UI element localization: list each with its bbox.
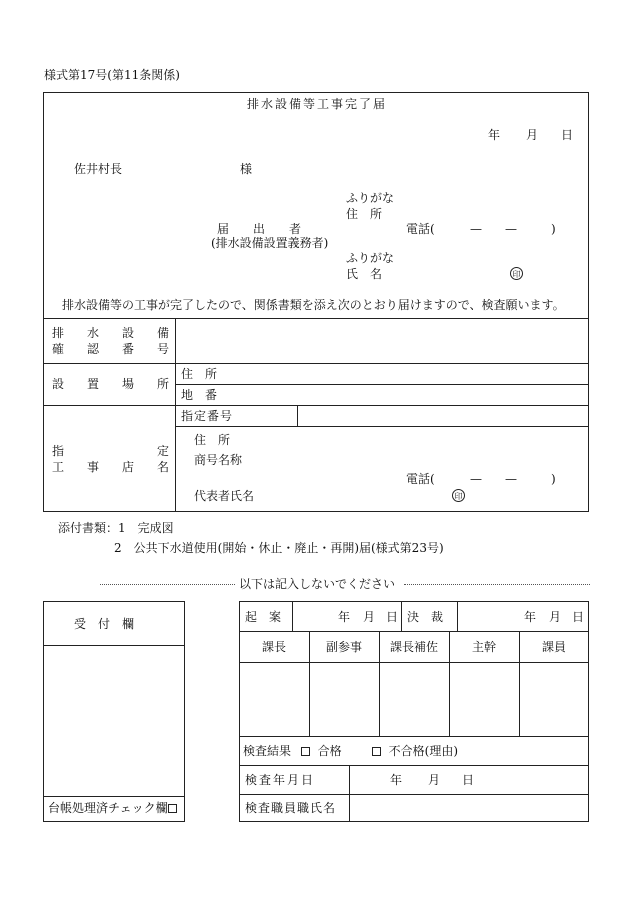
applicant-role-label: 届 出 者: [217, 222, 302, 236]
attachments-label: 添付書類：1 完成図: [58, 521, 174, 535]
contractor-label-1-text: 指 定: [52, 444, 169, 458]
applicant-name-label: 氏 名: [346, 267, 383, 281]
fail-checkbox[interactable]: [372, 747, 381, 756]
inspection-result-label: 検査結果: [243, 744, 292, 758]
location-lot-label: 地 番: [181, 388, 218, 402]
divider-line: [175, 426, 589, 427]
contractor-seal-icon: 印: [452, 489, 465, 502]
fail-label: 不合格(理由): [388, 744, 459, 758]
date-day: 日: [561, 128, 574, 142]
location-address-field[interactable]: [250, 364, 588, 384]
applicant-phone-dash-1: —: [470, 222, 482, 236]
kian-month: 月: [363, 610, 376, 624]
fail-option[interactable]: [372, 744, 458, 758]
contractor-number-label: 指定番号: [181, 409, 234, 423]
ledger-check-label: 台帳処理済チェック欄: [48, 801, 168, 815]
applicant-seal-icon: 印: [510, 267, 523, 280]
pass-checkbox[interactable]: [301, 747, 310, 756]
inspector-label: 検査職員職氏名: [245, 801, 337, 815]
contractor-phone-dash-2: —: [505, 472, 517, 486]
position-shukan: 主幹: [471, 640, 496, 654]
ledger-checkbox[interactable]: [168, 804, 177, 813]
position-kain: 課員: [541, 640, 566, 654]
pass-option[interactable]: [301, 744, 342, 758]
inspection-year: 年: [390, 773, 403, 787]
pass-label: 合格: [317, 744, 342, 758]
dotted-divider-left: [100, 584, 235, 585]
addressee: 佐井村長: [74, 162, 123, 176]
location-address-label: 住 所: [181, 367, 218, 381]
position-kacho-hosa: 課長補佐: [389, 640, 438, 654]
divider-line: [292, 601, 293, 631]
applicant-phone-dash-2: —: [505, 222, 517, 236]
divider-line: [239, 736, 589, 737]
contractor-phone-label: 電話(: [406, 472, 435, 486]
inspection-month: 月: [428, 773, 441, 787]
applicant-address-label: 住 所: [346, 207, 383, 221]
divider-line: [401, 601, 402, 631]
position-kacho: 課長: [261, 640, 286, 654]
kessai-month: 月: [549, 610, 562, 624]
contractor-address-label: 住 所: [194, 433, 231, 447]
office-box: [239, 601, 589, 822]
kian-label: 起 案: [245, 610, 282, 624]
divider-line: [239, 765, 589, 766]
confirm-number-label-1-text: 排 水 設 備: [52, 326, 169, 340]
receipt-stamp-area[interactable]: [44, 646, 184, 796]
contractor-label-2: [52, 460, 169, 474]
divider-line: [239, 631, 589, 632]
divider-line: [457, 601, 458, 631]
divider-line: [43, 796, 185, 797]
addressee-honorific: 様: [240, 162, 253, 176]
location-label: [52, 377, 169, 391]
contractor-phone-dash-1: —: [470, 472, 482, 486]
form-number: 様式第17号(第11条関係): [44, 68, 180, 82]
applicant-phone-close: ): [551, 222, 556, 236]
dotted-divider-right: [404, 584, 590, 585]
kian-day: 日: [386, 610, 399, 624]
date-year: 年: [488, 128, 501, 142]
divider-text: 以下は記入しないでください: [239, 577, 396, 591]
applicant-role-sub: (排水設備設置義務者): [211, 236, 329, 250]
kessai-label: 決 裁: [407, 610, 444, 624]
contractor-label-1: [52, 444, 169, 458]
confirm-number-label-2-text: 確 認 番 号: [52, 342, 169, 356]
contractor-phone-close: ): [551, 472, 556, 486]
location-label-text: 設 置 場 所: [52, 377, 169, 391]
confirm-number-label-2: [52, 342, 169, 356]
ledger-check: [48, 801, 177, 815]
contractor-trade-name-label: 商号名称: [194, 453, 243, 467]
inspection-date-label: 検査年月日: [245, 773, 316, 787]
divider-line: [239, 662, 589, 663]
furigana-label-2: ふりがな: [346, 251, 395, 265]
kessai-year: 年: [524, 610, 537, 624]
kessai-day: 日: [572, 610, 585, 624]
furigana-label-1: ふりがな: [346, 191, 395, 205]
contractor-number-field[interactable]: [298, 406, 588, 426]
applicant-phone-label: 電話(: [406, 222, 435, 236]
kian-year: 年: [338, 610, 351, 624]
confirm-number-label-1: [52, 326, 169, 340]
attachments-item-2: 2 公共下水道使用(開始・休止・廃止・再開)届(様式第23号): [114, 541, 444, 555]
contractor-rep-label: 代表者氏名: [194, 489, 255, 503]
confirm-number-field[interactable]: [176, 319, 588, 363]
date-month: 月: [526, 128, 539, 142]
location-lot-field[interactable]: [250, 385, 588, 405]
position-fukusanji: 副参事: [325, 640, 362, 654]
contractor-label-2-text: 工 事 店 名: [52, 460, 169, 474]
inspector-field[interactable]: [350, 795, 588, 821]
inspection-day: 日: [462, 773, 475, 787]
statement-text: 排水設備等の工事が完了したので、関係書類を添え次のとおり届けますので、検査願います。: [62, 298, 565, 312]
form-title: 排水設備等工事完了届: [247, 97, 388, 111]
receipt-title: 受 付 欄: [74, 617, 135, 631]
